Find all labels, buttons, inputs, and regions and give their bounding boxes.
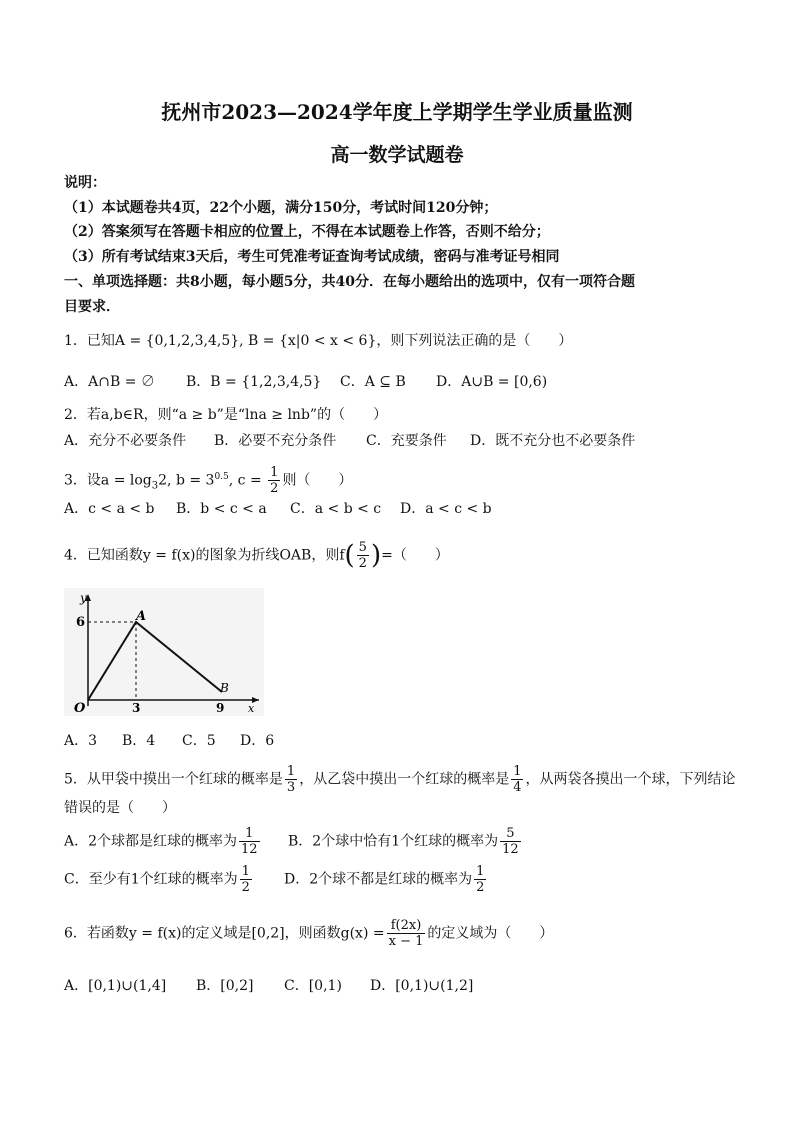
question-5-stem-line2: 错误的是（ ） [64,800,176,816]
question-5-d-den: 2 [476,880,485,895]
note-item-3: （3）所有考试结束3天后，考生可凭准考证查询考试成绩，密码与准考证号相同 [64,249,560,265]
question-6-option-a: A．[0,1)∪(1,4] [64,978,167,994]
question-3-option-a: A．c < a < b [64,501,155,517]
question-5-option-c-text: C．至少有1个红球的概率为 [64,871,238,888]
point-a-label: A [136,609,147,624]
question-4-option-d: D．6 [240,733,275,749]
question-3-stem-c: , c = [228,472,262,489]
question-6-stem-part1: 6．若函数y = f(x)的定义域是[0,2]，则函数g(x) = [64,925,385,942]
question-6-option-c: C．[0,1) [284,978,342,994]
question-5-frac1-den: 3 [286,780,296,795]
question-5-frac2-den: 4 [513,780,522,795]
question-3-frac-num: 1 [270,465,279,480]
question-5-option-a [64,826,262,857]
question-5-stem-line1 [64,764,735,795]
question-5-option-b [288,826,523,857]
question-6-option-d: D．[0,1)∪(1,2] [370,978,474,994]
question-5-c-num: 1 [241,864,250,879]
point-b-label: B [220,681,229,695]
note-item-1: （1）本试题卷共4页，22个小题，满分150分，考试时间120分钟； [64,200,498,216]
question-3-stem-post: 则（ ） [282,472,353,489]
question-5-option-d [284,864,488,895]
question-5-option-d-frac [474,864,486,895]
question-1-option-c: C．A ⊆ B [340,374,406,390]
question-3-option-c: C．a < b < c [290,501,382,517]
question-5-d-num: 1 [476,864,485,879]
origin-label: O [74,701,86,716]
question-3-frac-den: 2 [270,481,279,496]
question-1-option-d: D．A∪B = [0,6) [436,374,548,390]
question-5-option-d-text: D．2个球不都是红球的概率为 [284,871,473,888]
question-5-b-num: 5 [500,826,521,842]
question-4-graph [64,588,264,716]
question-5-option-b-text: B．2个球中恰有1个红球的概率为 [288,833,499,850]
question-5-frac1-num: 1 [286,764,296,779]
question-2-option-c: C．充要条件 [366,433,447,449]
question-3-fraction [268,465,280,496]
question-5-stem-part3: ，从两袋各摸出一个球，下列结论 [525,771,736,788]
notes-heading: 说明： [64,175,106,191]
question-5-stem-part2: ，从乙袋中摸出一个红球的概率是 [299,771,510,788]
question-2-option-d: D．既不充分也不必要条件 [470,433,636,449]
question-6-stem-part2: 的定义域为（ ） [427,925,554,942]
question-3-stem-mid: 2, b = 3 [158,472,215,489]
question-4-option-c: C．5 [182,733,216,749]
question-1-stem: 1．已知A = {0,1,2,3,4,5}, B = {x|0 < x < 6}，则下列说法正确的是（ ） [64,333,573,349]
question-3-option-b: B．b < c < a [176,501,267,517]
question-5-a-den: 12 [241,842,258,857]
question-1-option-a: A．A∩B = ∅ [64,374,155,390]
question-5-a-num: 1 [239,826,260,842]
question-4-fraction [357,540,369,571]
question-5-b-den: 12 [502,842,519,857]
question-2-stem: 2．若a,b∈R，则“a ≥ b”是“lna ≥ lnb”的（ ） [64,407,388,423]
tick-x-9: 9 [216,701,225,715]
question-5-frac2-num: 1 [513,764,522,779]
question-4-option-a: A．3 [64,733,98,749]
question-4-stem-pre: 4．已知函数y = f(x)的图象为折线OAB，则f [64,547,345,564]
question-5-option-a-text: A．2个球都是红球的概率为 [64,833,238,850]
question-6-option-b: B．[0,2] [196,978,254,994]
question-3-exponent: 0.5 [214,471,229,482]
question-3-stem-pre: 3．设a = log [64,472,152,489]
question-6-fraction [387,918,426,949]
tick-y-6: 6 [76,615,86,630]
section-heading-line1: 一、单项选择题：共8小题，每小题5分，共40分．在每小题给出的选项中，仅有一项符合题 [64,274,635,290]
question-4-stem: 4．已知函数y = f(x)的图象为折线OAB，则f( $\frac{5}{2}$ )=（ ） [64,540,449,571]
question-4-option-b: B．4 [122,733,156,749]
question-4-stem-post: =（ ） [381,547,449,564]
question-6-frac-num: f(2x) [387,918,426,934]
question-4-frac-den: 2 [358,556,367,571]
exam-subtitle: 高一数学试题卷 [330,144,464,166]
section-heading-line2: 目要求． [64,299,120,315]
graph-background [64,588,264,716]
question-3-stem [64,465,352,496]
question-3-log-base: 3 [151,480,159,492]
x-axis-label: x [248,702,255,715]
question-5-fraction-2 [511,764,523,795]
exam-title: 抚州市2023—2024学年度上学期学生学业质量监测 [161,100,633,124]
note-item-2: （2）答案须写在答题卡相应的位置上，不得在本试题卷上作答，否则不给分； [64,224,550,240]
question-5-option-c-frac [240,864,252,895]
question-6-frac-den: x − 1 [388,934,424,949]
question-3-option-d: D．a < c < b [400,501,492,517]
question-1-option-b: B．B = {1,2,3,4,5} [186,374,322,390]
question-5-option-b-frac [500,826,521,857]
question-6-stem [64,918,553,949]
question-5-stem-part1: 5．从甲袋中摸出一个红球的概率是 [64,771,283,788]
question-5-option-a-frac [239,826,260,857]
question-5-c-den: 2 [241,880,250,895]
question-5-fraction-1 [285,764,297,795]
question-2-option-a: A．充分不必要条件 [64,433,187,449]
question-4-frac-num: 5 [358,540,367,555]
question-5-option-c [64,864,254,895]
y-axis-label: y [80,591,87,605]
question-2-option-b: B．必要不充分条件 [214,433,337,449]
tick-x-3: 3 [132,701,141,715]
